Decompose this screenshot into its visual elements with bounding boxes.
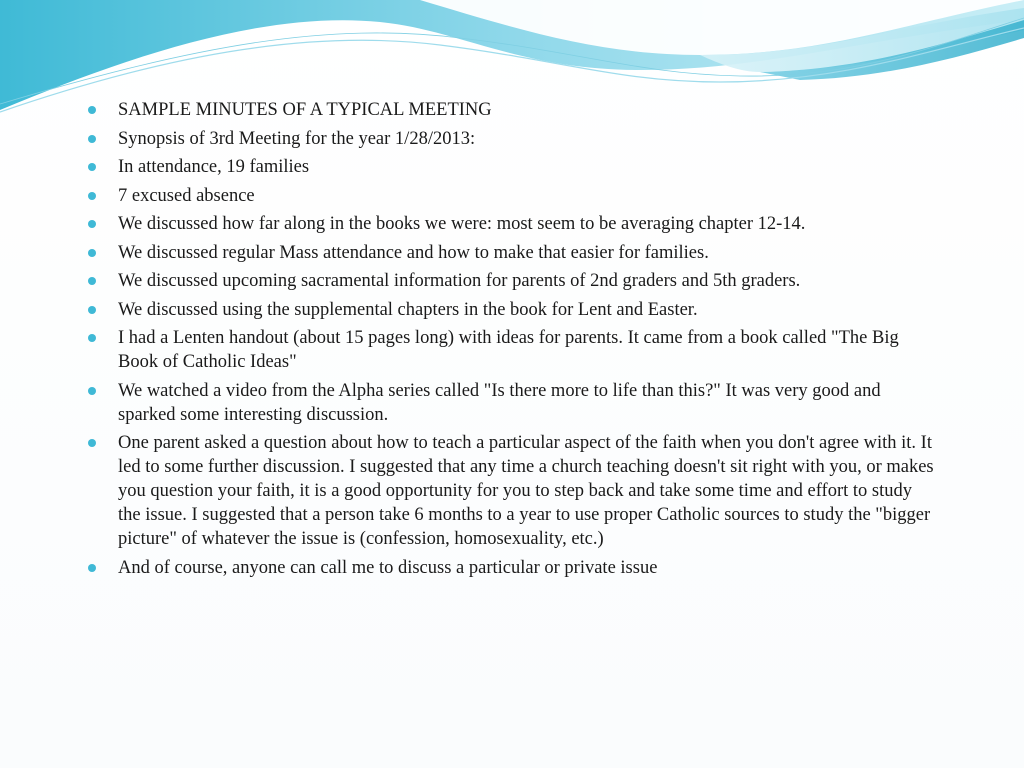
bullet-icon <box>88 106 96 114</box>
list-item <box>88 431 938 551</box>
bullet-icon <box>88 439 96 447</box>
list-item-text: 7 excused absence <box>118 185 255 206</box>
list-item <box>88 184 938 208</box>
bullet-icon <box>88 277 96 285</box>
list-item <box>88 212 938 236</box>
list-item-text: We discussed using the supplemental chapters in the book for Lent and Easter. <box>118 299 698 320</box>
bullet-icon <box>88 387 96 395</box>
list-item-text: We discussed regular Mass attendance and how to make that easier for families. <box>118 242 709 263</box>
bullet-icon <box>88 249 96 257</box>
bullet-icon <box>88 334 96 342</box>
bullet-list <box>88 98 938 580</box>
list-item-text: We discussed upcoming sacramental information for parents of 2nd graders and 5th graders. <box>118 271 801 291</box>
list-item-text: SAMPLE MINUTES OF A TYPICAL MEETING <box>118 100 492 120</box>
list-item-text: And of course, anyone can call me to discuss a particular or private issue <box>118 557 658 578</box>
list-item <box>88 127 938 151</box>
list-item <box>88 326 938 374</box>
bullet-icon <box>88 220 96 228</box>
list-item <box>88 379 938 427</box>
list-item <box>88 155 938 179</box>
bullet-icon <box>88 192 96 200</box>
list-item <box>88 241 938 265</box>
list-item <box>88 298 938 322</box>
list-item-text: One parent asked a question about how to teach a particular aspect of the faith when you don't agree with it. It led to some further discussion. I suggested that any time a church teaching doesn't sit right with you, or makes you question your faith, it is a good opportunity for you to step back and take some time and effort to study the issue. I suggested that a person take 6 months to a year to use proper Catholic sources to study the "bigger picture" of whatever the issue is (confession, homosexuality, etc.) <box>118 433 934 549</box>
list-item-text: I had a Lenten handout (about 15 pages long) with ideas for parents. It came from a book called "The Big Book of Catholic Ideas" <box>118 328 899 372</box>
bullet-icon <box>88 163 96 171</box>
list-item-text: We watched a video from the Alpha series called "Is there more to life than this?" It was very good and sparked some interesting discussion. <box>118 380 881 425</box>
list-item-text: We discussed how far along in the books we were: most seem to be averaging chapter 12-14. <box>118 214 806 234</box>
bullet-icon <box>88 564 96 572</box>
list-item <box>88 269 938 293</box>
content-area <box>88 98 938 584</box>
bullet-icon <box>88 306 96 314</box>
list-item-text: Synopsis of 3rd Meeting for the year 1/28/2013: <box>118 128 476 149</box>
list-item <box>88 98 938 122</box>
list-item <box>88 556 938 580</box>
list-item-text: In attendance, 19 families <box>118 157 310 177</box>
bullet-icon <box>88 135 96 143</box>
